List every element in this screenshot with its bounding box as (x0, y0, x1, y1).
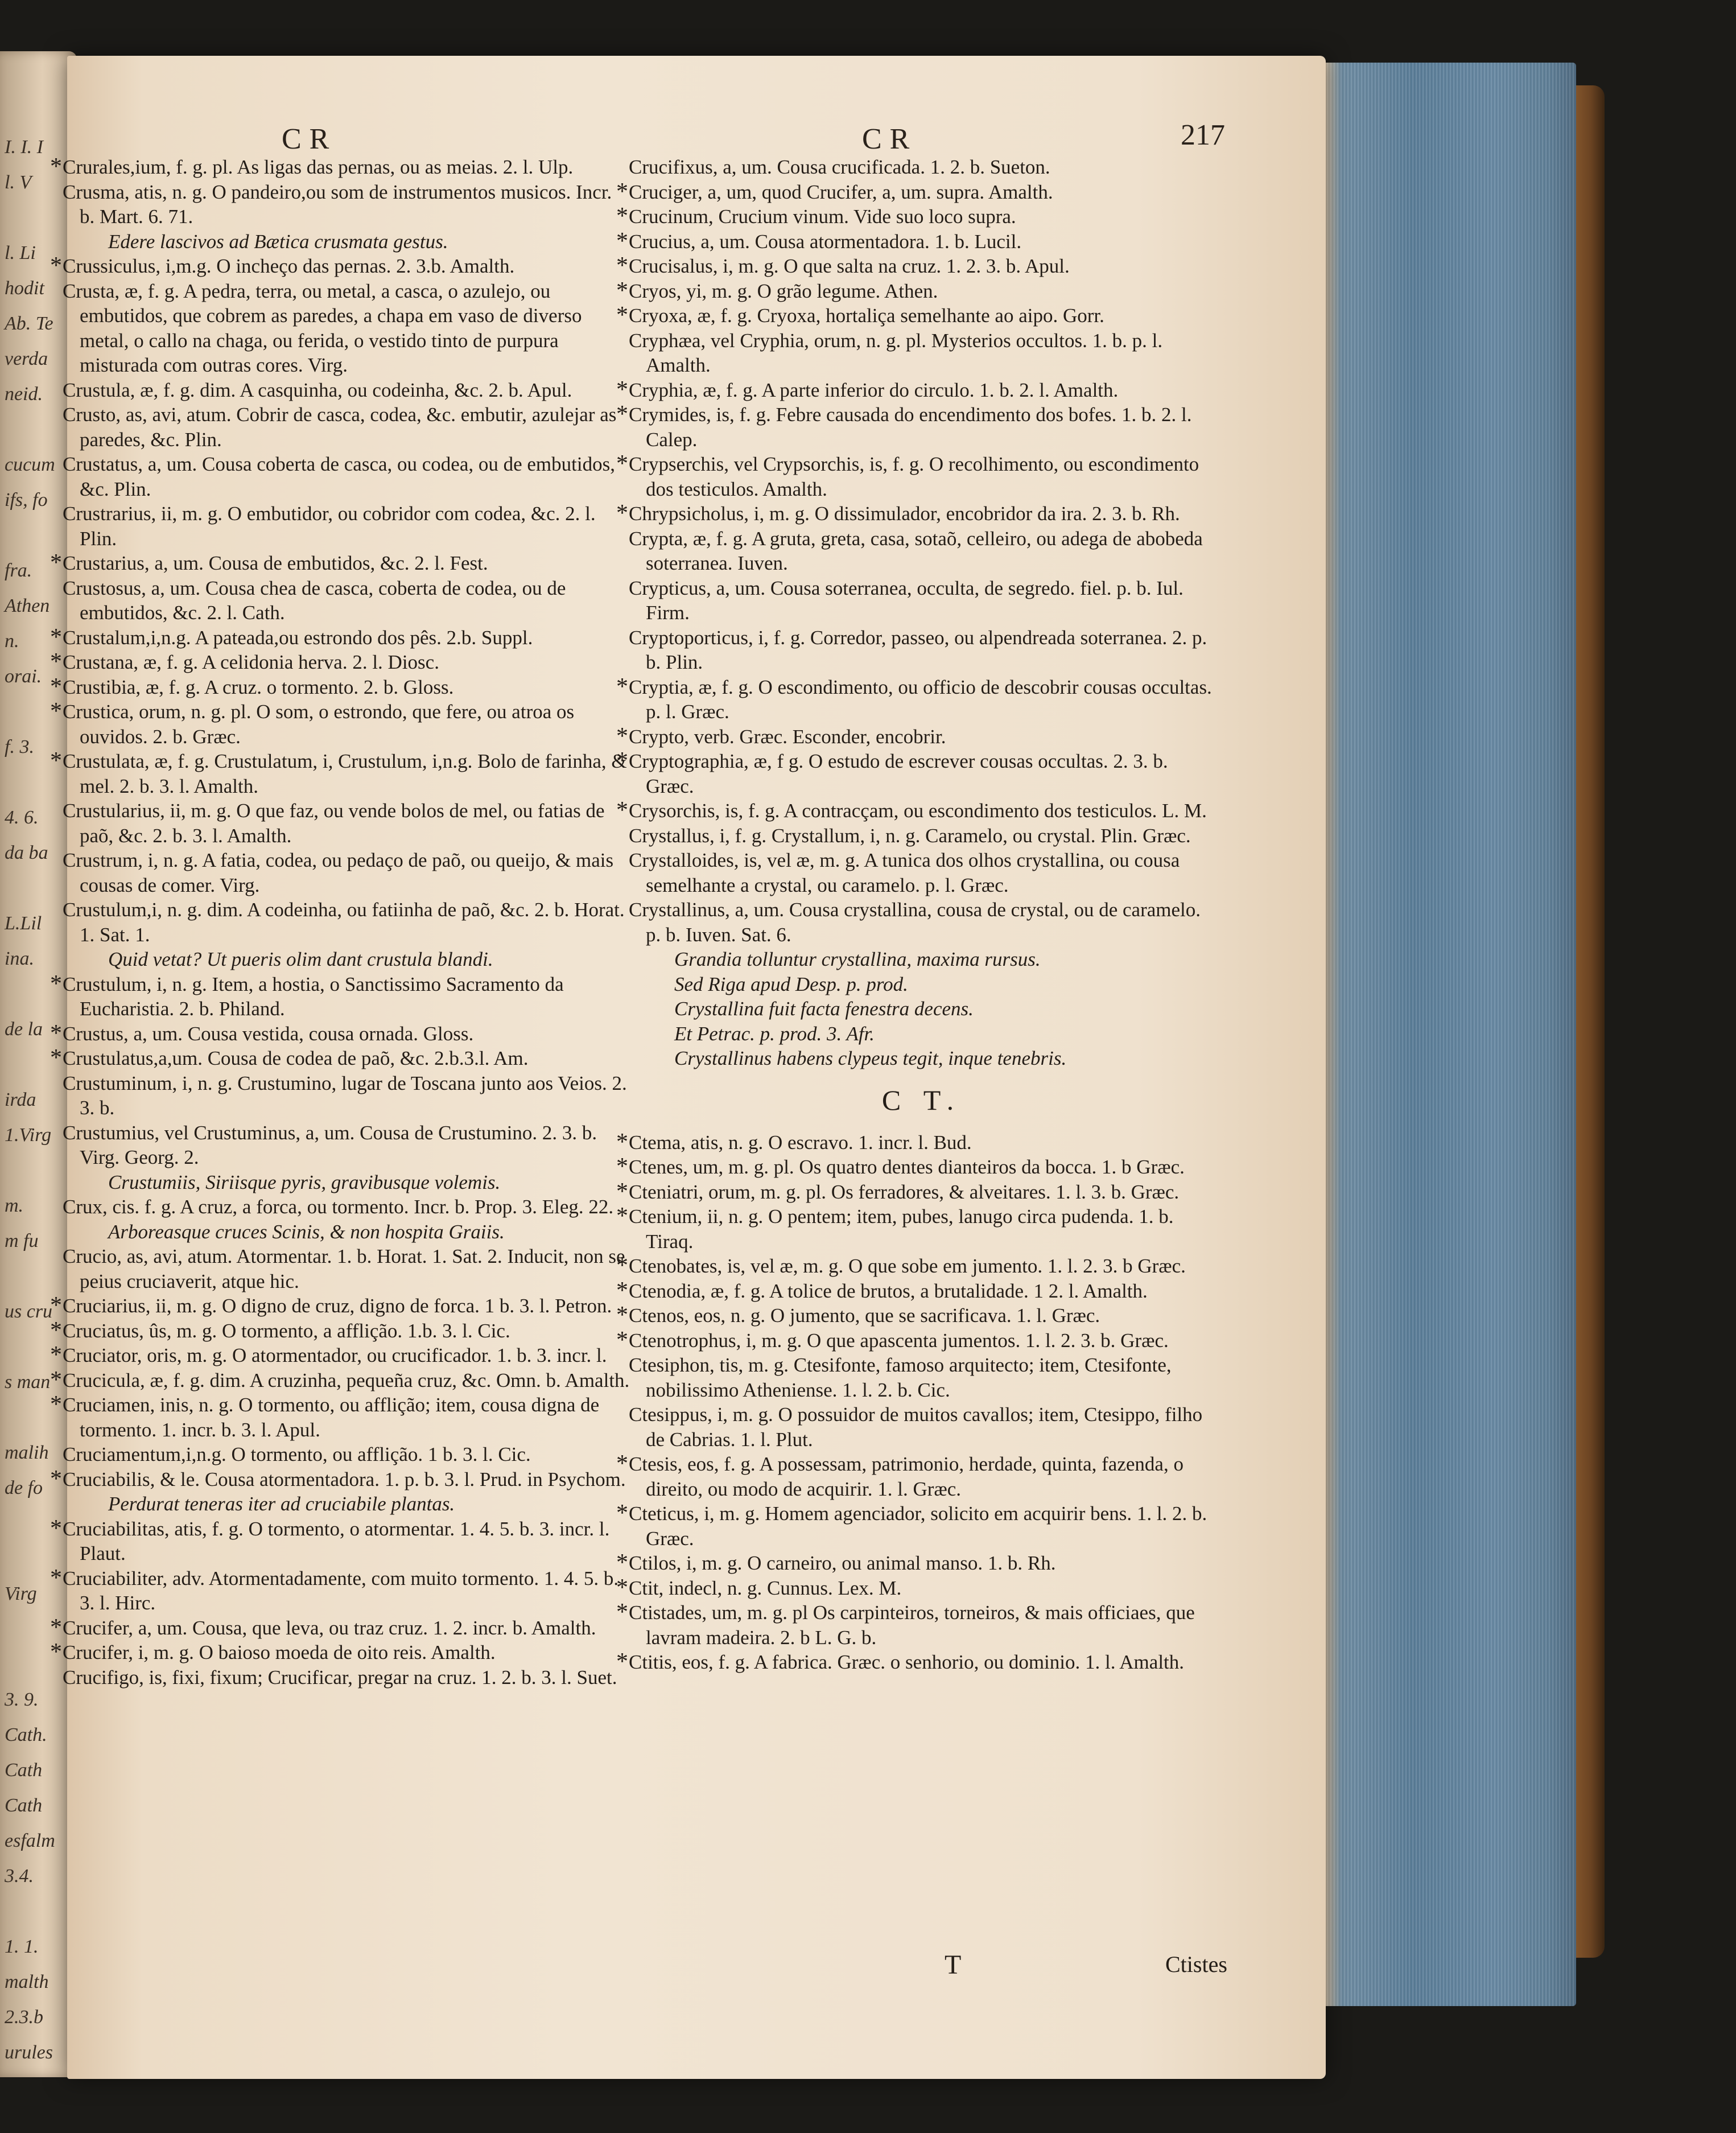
catchword: Ctistes (1165, 1951, 1227, 1977)
dictionary-entry: * Cruciator, oris, m. g. O atormentador, ou crucificador. 1. b. 3. incr. l. (63, 1343, 632, 1368)
facing-page-fragment: us cru (5, 1301, 53, 1322)
dictionary-quotation: Arboreasque cruces Scinis, & non hospita Graiis. (108, 1220, 505, 1243)
dictionary-entry: * Crucinum, Crucium vinum. Vide suo loco supra. (629, 204, 1215, 229)
facing-page-fragment: cucum (5, 454, 55, 475)
dictionary-entry: Crustulum,i, n. g. dim. A codeinha, ou fatiinha de paõ, &c. 2. b. Horat. 1. Sat. 1. (63, 899, 625, 946)
facing-page-fragment: I. I. I (5, 137, 43, 158)
dictionary-entry: Crustularius, ii, m. g. O que faz, ou vende bolos de mel, ou fatias de paõ, &c. 2. b. 3. l. Amalth. (63, 800, 605, 847)
dictionary-entry: Crustuminum, i, n. g. Crustumino, lugar de Toscana junto aos Veios. 2. 3. b. (63, 1072, 627, 1119)
dictionary-entry: * Crustus, a, um. Cousa vestida, cousa ornada. Gloss. (63, 1022, 632, 1047)
dictionary-entry: * Crustulatus,a,um. Cousa de codea de paõ, &c. 2.b.3.l. Am. (63, 1046, 632, 1071)
signature-mark: T (945, 1950, 962, 1980)
dictionary-entry: Crystallinus, a, um. Cousa crystallina, cousa de crystal, ou de caramelo. p. b. Iuven. Sat. 6. (629, 899, 1201, 946)
dictionary-quotation: Et Petrac. p. prod. 3. Afr. (674, 1022, 875, 1045)
facing-page-fragment: Ab. Te (5, 313, 53, 334)
facing-page-fragment: l. Li (5, 242, 36, 263)
facing-page-fragment: n. (5, 631, 19, 652)
dictionary-entry: * Crustarius, a, um. Cousa de embutidos, &c. 2. l. Fest. (63, 551, 632, 576)
facing-page-fragment: ina. (5, 948, 34, 969)
dictionary-entry: * Cryptographia, æ, f g. O estudo de escrever cousas occultas. 2. 3. b. Græc. (629, 749, 1215, 798)
dictionary-entry: * Crustulata, æ, f. g. Crustulatum, i, Crustulum, i,n.g. Bolo de farinha, & mel. 2. b. 3. l. Amalth. (63, 749, 632, 798)
dictionary-entry: Crustula, æ, f. g. dim. A casquinha, ou codeinha, &c. 2. b. Apul. (63, 378, 572, 401)
dictionary-entry: * Chrypsicholus, i, m. g. O dissimulador, encobridor da ira. 2. 3. b. Rh. (629, 501, 1215, 526)
dictionary-entry: Crucifigo, is, fixi, fixum; Crucificar, pregar na cruz. 1. 2. b. 3. l. Suet. (63, 1666, 617, 1689)
dictionary-entry: Cruciamentum,i,n.g. O tormento, ou afflição. 1 b. 3. l. Cic. (63, 1443, 531, 1465)
facing-page-fragment: orai. (5, 666, 42, 687)
facing-page-fragment: s man (5, 1372, 51, 1393)
dictionary-entry: Crystalloides, is, vel æ, m. g. A tunica dos olhos crystallina, ou cousa semelhante a crystal, ou caramelo. p. l. Græc. (629, 849, 1180, 896)
dictionary-entry: Crustrum, i, n. g. A fatia, codea, ou pedaço de paõ, ou queijo, & mais cousas de comer. Virg. (63, 849, 614, 896)
dictionary-quotation: Grandia tolluntur crystallina, maxima rursus. (674, 948, 1041, 970)
facing-page-fragment: 4. 6. (5, 807, 39, 828)
running-head-left: CR (282, 123, 337, 155)
left-column (63, 155, 632, 1690)
dictionary-entry: * Crustica, orum, n. g. pl. O som, o estrondo, que fere, ou atroa os ouvidos. 2. b. Græc. (63, 699, 632, 749)
dictionary-entry: * Ctema, atis, n. g. O escravo. 1. incr. l. Bud. (629, 1130, 1215, 1155)
dictionary-quotation: Crustumiis, Siriisque pyris, gravibusque volemis. (108, 1171, 501, 1193)
facing-page-fragment: fra. (5, 560, 32, 581)
facing-page-fragment: neid. (5, 384, 43, 405)
dictionary-entry: Crypta, æ, f. g. A gruta, greta, casa, sotaõ, celleiro, ou adega de abobeda soterranea. Iuven. (629, 527, 1203, 574)
facing-page-fragment: Cath (5, 1760, 43, 1781)
facing-page-fragment: f. 3. (5, 736, 34, 757)
dictionary-entry: Crusma, atis, n. g. O pandeiro,ou som de instrumentos musicos. Incr. b. Mart. 6. 71. (63, 180, 612, 228)
dictionary-entry: * Crypto, verb. Græc. Esconder, encobrir. (629, 724, 1215, 750)
dictionary-entry: * Ctenium, ii, n. g. O pentem; item, pubes, lanugo circa pudenda. 1. b. Tiraq. (629, 1204, 1215, 1254)
dictionary-quotation: Sed Riga apud Desp. p. prod. (674, 973, 908, 995)
facing-page-fragment: da ba (5, 842, 48, 863)
dictionary-entry: * Crucicula, æ, f. g. dim. A cruzinha, pequeña cruz, &c. Omn. b. Amalth. (63, 1368, 632, 1393)
facing-page-fragment: urules (5, 2042, 53, 2063)
dictionary-entry: * Crustana, æ, f. g. A celidonia herva. 2. l. Diosc. (63, 650, 632, 675)
dictionary-entry: * Crucisalus, i, m. g. O que salta na cruz. 1. 2. 3. b. Apul. (629, 254, 1215, 279)
dictionary-entry: * Cryos, yi, m. g. O grão legume. Athen. (629, 279, 1215, 304)
facing-page-fragment: verda (5, 348, 48, 369)
dictionary-entry: * Crysorchis, is, f. g. A contracçam, ou escondimento dos testiculos. L. M. (629, 798, 1215, 823)
facing-page-fragment: 1. 1. (5, 1936, 39, 1957)
dictionary-entry: Crustatus, a, um. Cousa coberta de casca, ou codea, ou de embutidos, &c. Plin. (63, 453, 615, 500)
dictionary-entry: * Crurales,ium, f. g. pl. As ligas das pernas, ou as meias. 2. l. Ulp. (63, 155, 632, 180)
facing-page-fragment: ifs, fo (5, 489, 48, 510)
dictionary-entry: Crusta, æ, f. g. A pedra, terra, ou metal, a casca, o azulejo, ou embutidos, que cobrem as paredes, a chapa em vaso de diverso metal, o callo na chaga, ou ferida, o vestido tinto de purpura misturada com outras cores. Virg. (63, 279, 582, 376)
running-head-right: CR (862, 123, 918, 155)
dictionary-entry: Crucio, as, avi, atum. Atormentar. 1. b. Horat. 1. Sat. 2. Inducit, non se peius cruciaverit, atque hic. (63, 1245, 625, 1292)
dictionary-entry: Crystallus, i, f. g. Crystallum, i, n. g. Caramelo, ou crystal. Plin. Græc. (629, 824, 1191, 847)
dictionary-entry: * Cryoxa, æ, f. g. Cryoxa, hortaliça semelhante ao aipo. Gorr. (629, 303, 1215, 328)
dictionary-quotation: Quid vetat? Ut pueris olim dant crustula blandi. (108, 948, 493, 970)
dictionary-entry: * Cruciatus, ûs, m. g. O tormento, a afflição. 1.b. 3. l. Cic. (63, 1319, 632, 1344)
facing-page-fragment: 3.4. (5, 1866, 34, 1887)
dictionary-entry: * Cruciabilis, & le. Cousa atormentadora. 1. p. b. 3. l. Prud. in Psychom. (63, 1467, 632, 1492)
dictionary-entry: Crustrarius, ii, m. g. O embutidor, ou cobridor com codea, &c. 2. l. Plin. (63, 503, 596, 550)
dictionary-entry: * Ctesis, eos, f. g. A possessam, patrimonio, herdade, quinta, fazenda, o direito, ou modo de acquirir. 1. l. Græc. (629, 1452, 1215, 1501)
dictionary-entry: Cryphæa, vel Cryphia, orum, n. g. pl. Mysterios occultos. 1. b. p. l. Amalth. (629, 329, 1163, 376)
dictionary-entry: * Ctenos, eos, n. g. O jumento, que se sacrificava. 1. l. Græc. (629, 1303, 1215, 1328)
dictionary-entry: * Crypserchis, vel Crypsorchis, is, f. g. O recolhimento, ou escondimento dos testiculos. Amalth. (629, 452, 1215, 501)
dictionary-entry: * Crucifer, a, um. Cousa, que leva, ou traz cruz. 1. 2. incr. b. Amalth. (63, 1616, 632, 1641)
dictionary-entry: Crux, cis. f. g. A cruz, a forca, ou tormento. Incr. b. Prop. 3. Eleg. 22. (63, 1196, 614, 1218)
dictionary-quotation: Perdurat teneras iter ad cruciabile plantas. (108, 1493, 455, 1515)
section-heading: C T. (881, 1084, 962, 1116)
dictionary-entry: * Cruciger, a, um, quod Crucifer, a, um. supra. Amalth. (629, 180, 1215, 205)
dictionary-entry: * Ctit, indecl, n. g. Cunnus. Lex. M. (629, 1576, 1215, 1601)
dictionary-quotation: Crystallina fuit facta fenestra decens. (674, 998, 974, 1020)
facing-page-fragment: 1.Virg (5, 1125, 52, 1146)
dictionary-entry: * Ctilos, i, m. g. O carneiro, ou animal manso. 1. b. Rh. (629, 1551, 1215, 1576)
dictionary-quotation: Crystallinus habens clypeus tegit, inque tenebris. (674, 1047, 1067, 1069)
facing-page-fragment: irda (5, 1089, 36, 1110)
dictionary-entry: * Crucifer, i, m. g. O baioso moeda de oito reis. Amalth. (63, 1640, 632, 1665)
dictionary-entry: * Ctenotrophus, i, m. g. O que apascenta jumentos. 1. l. 2. 3. b. Græc. (629, 1328, 1215, 1353)
dictionary-entry: * Crustibia, æ, f. g. A cruz. o tormento. 2. b. Gloss. (63, 675, 632, 700)
facing-page-fragment: de fo (5, 1477, 43, 1498)
facing-page-fragment: 3. 9. (5, 1689, 39, 1710)
dictionary-entry: * Cruciamen, inis, n. g. O tormento, ou afflição; item, cousa digna de tormento. 1. incr. b. 3. l. Apul. (63, 1393, 632, 1442)
dictionary-entry: * Crymides, is, f. g. Febre causada do encendimento dos bofes. 1. b. 2. l. Calep. (629, 402, 1215, 452)
facing-page-fragment: l. V (5, 172, 32, 193)
dictionary-entry: * Crucius, a, um. Cousa atormentadora. 1. b. Lucil. (629, 229, 1215, 254)
page-block-fore-edge (1303, 63, 1576, 2006)
facing-page-fragment: malth (5, 1971, 49, 1992)
dictionary-entry: Crypticus, a, um. Cousa soterranea, occulta, de segredo. fiel. p. b. Iul. Firm. (629, 577, 1184, 624)
dictionary-entry: * Crustulum, i, n. g. Item, a hostia, o Sanctissimo Sacramento da Eucharistia. 2. b. Philand. (63, 972, 632, 1022)
dictionary-entry: * Ctitis, eos, f. g. A fabrica. Græc. o senhorio, ou dominio. 1. l. Amalth. (629, 1650, 1215, 1675)
dictionary-entry: * Crustalum,i,n.g. A pateada,ou estrondo dos pês. 2.b. Suppl. (63, 625, 632, 650)
dictionary-entry: * Ctistades, um, m. g. pl Os carpinteiros, torneiros, & mais officiaes, que lavram madeira. 2. b L. G. b. (629, 1600, 1215, 1650)
dictionary-entry: * Cryptia, æ, f. g. O escondimento, ou officio de descobrir cousas occultas. p. l. Græc. (629, 675, 1215, 724)
facing-page-fragment: L.Lil (5, 913, 42, 934)
facing-page-fragment: 2.3.b (5, 2007, 43, 2028)
dictionary-entry: * Cruciarius, ii, m. g. O digno de cruz, digno de forca. 1 b. 3. l. Petron. (63, 1294, 632, 1319)
facing-page-fragment: Athen (5, 595, 50, 616)
dictionary-entry: Crustumius, vel Crustuminus, a, um. Cousa de Crustumino. 2. 3. b. Virg. Georg. 2. (63, 1121, 597, 1168)
facing-page-fragment: Cath (5, 1795, 43, 1816)
dictionary-entry: * Cruciabilitas, atis, f. g. O tormento, o atormentar. 1. 4. 5. b. 3. incr. l. Plaut. (63, 1517, 632, 1566)
dictionary-entry: * Cryphia, æ, f. g. A parte inferior do circulo. 1. b. 2. l. Amalth. (629, 378, 1215, 403)
dictionary-entry: Ctesiphon, tis, m. g. Ctesifonte, famoso arquitecto; item, Ctesifonte, nobilissimo Atheniense. 1. l. 2. b. Cic. (629, 1354, 1172, 1401)
dictionary-entry: * Ctenodia, æ, f. g. A tolice de brutos, a brutalidade. 1 2. l. Amalth. (629, 1279, 1215, 1304)
dictionary-entry: * Crussiculus, i,m.g. O incheço das pernas. 2. 3.b. Amalth. (63, 254, 632, 279)
dictionary-entry: * Ctenes, um, m. g. pl. Os quatro dentes dianteiros da bocca. 1. b Græc. (629, 1155, 1215, 1180)
dictionary-entry: * Cteticus, i, m. g. Homem agenciador, solicito em acquirir bens. 1. l. 2. b. Græc. (629, 1501, 1215, 1551)
dictionary-entry: Ctesippus, i, m. g. O possuidor de muitos cavallos; item, Ctesippo, filho de Cabrias. 1. l. Plut. (629, 1403, 1203, 1451)
facing-page-fragment: de la (5, 1019, 43, 1040)
dictionary-entry: Crusto, as, avi, atum. Cobrir de casca, codea, &c. embutir, azulejar as paredes, &c. Plin. (63, 403, 617, 451)
facing-page-fragment: m fu (5, 1230, 39, 1251)
facing-page-fragment: esfalm (5, 1830, 55, 1851)
dictionary-entry: * Ctenobates, is, vel æ, m. g. O que sobe em jumento. 1. l. 2. 3. b Græc. (629, 1254, 1215, 1279)
facing-page-fragment: m. (5, 1195, 24, 1216)
dictionary-entry: * Cruciabiliter, adv. Atormentadamente, com muito tormento. 1. 4. 5. b. 3. l. Hirc. (63, 1566, 632, 1616)
dictionary-entry: Cryptoporticus, i, f. g. Corredor, passeo, ou alpendreada soterranea. 2. p. b. Plin. (629, 626, 1207, 673)
dictionary-quotation: Edere lascivos ad Bætica crusmata gestus. (108, 230, 448, 253)
dictionary-entry: Crucifixus, a, um. Cousa crucificada. 1. 2. b. Sueton. (629, 156, 1050, 178)
facing-page-fragment: hodit (5, 278, 44, 299)
dictionary-entry: * Cteniatri, orum, m. g. pl. Os ferradores, & alveitares. 1. l. 3. b. Græc. (629, 1180, 1215, 1205)
dictionary-entry: Crustosus, a, um. Cousa chea de casca, coberta de codea, ou de embutidos, &c. 2. l. Cath. (63, 577, 566, 624)
right-column (629, 155, 1215, 1675)
facing-page-fragment: Virg (5, 1583, 37, 1604)
page-number: 217 (1181, 119, 1225, 151)
facing-page-fragment: malih (5, 1442, 49, 1463)
facing-page-fragment: Cath. (5, 1724, 47, 1745)
